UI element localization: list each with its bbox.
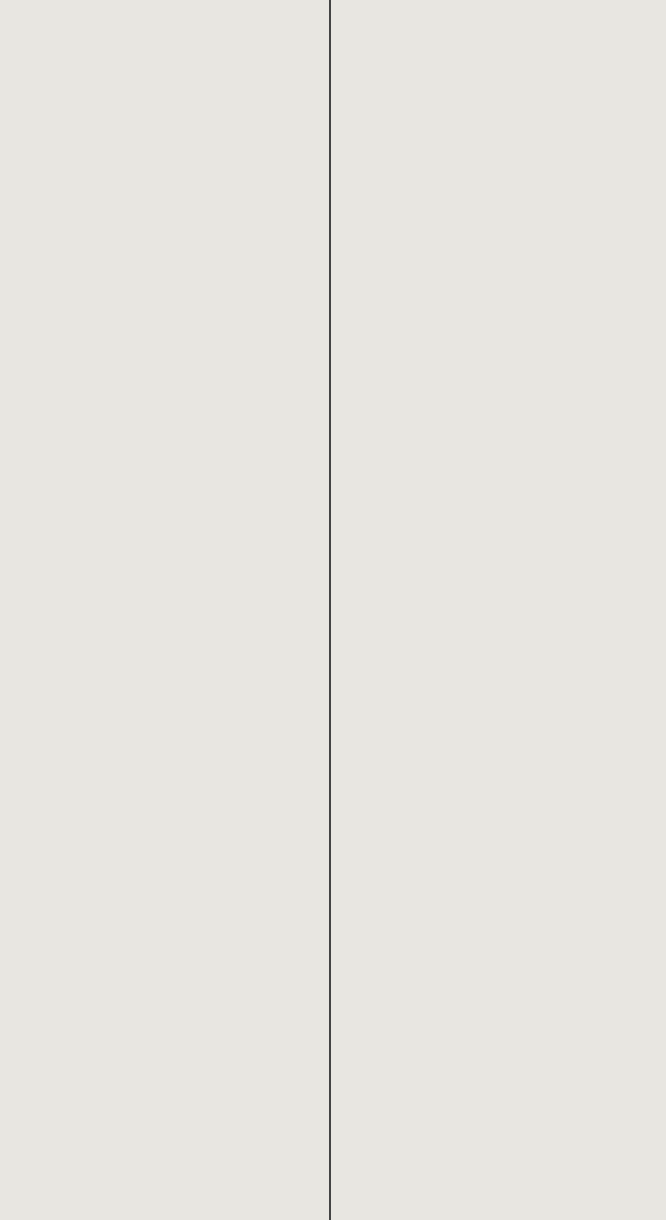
column-rule — [329, 0, 331, 1220]
